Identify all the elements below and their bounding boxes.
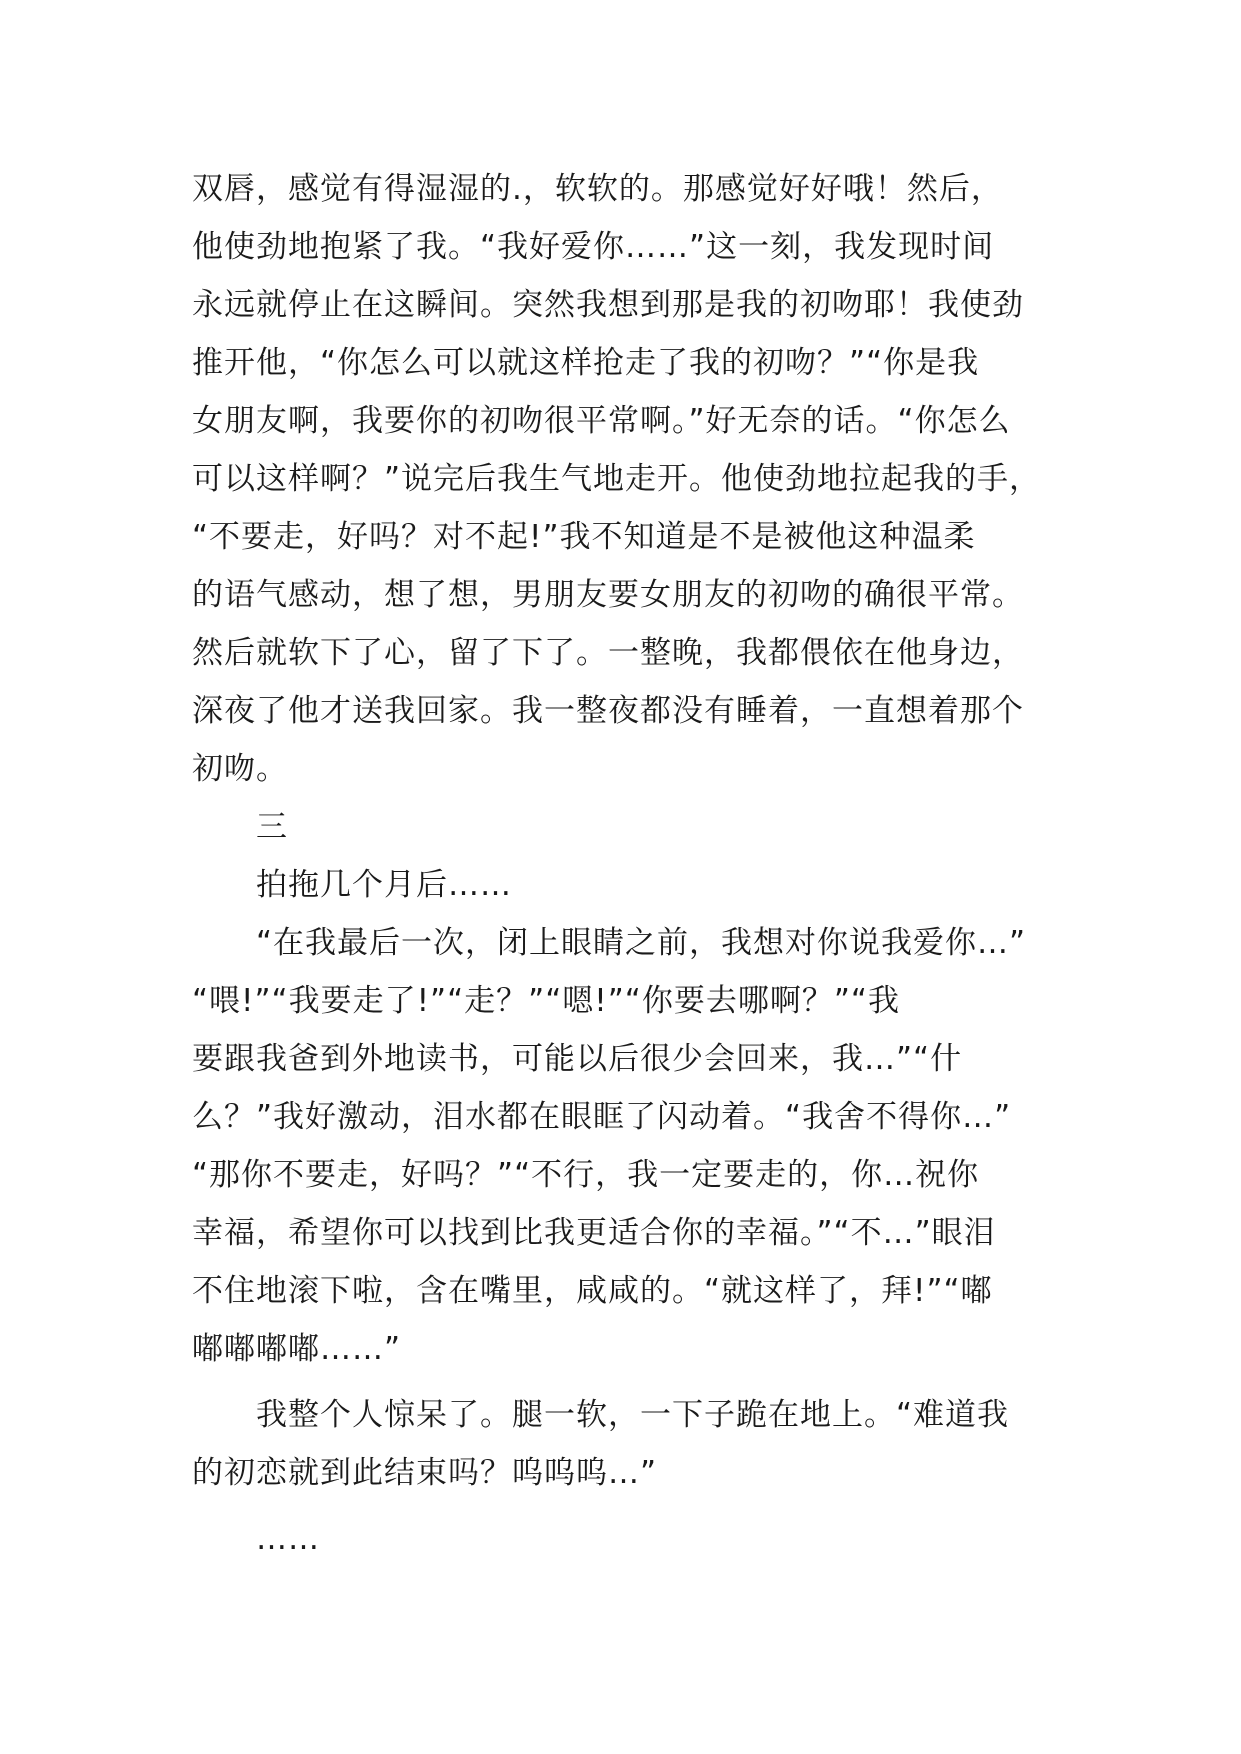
dialogue-line: 嘟嘟嘟嘟……”	[192, 1331, 402, 1367]
closing-line: 我整个人惊呆了。腿一软，一下子跪在地上。“难道我	[256, 1397, 1010, 1433]
ellipsis-line: ……	[256, 1521, 320, 1557]
dialogue-line: 么？”我好激动，泪水都在眼眶了闪动着。“我舍不得你…”	[192, 1099, 1012, 1135]
dialogue-line: 不住地滚下啦，含在嘴里，咸咸的。“就这样了，拜!”“嘟	[192, 1273, 993, 1309]
body-text	[192, 160, 1072, 1568]
text-line: 深夜了他才送我回家。我一整夜都没有睡着，一直想着那个	[192, 693, 1024, 729]
text-line: 女朋友啊，我要你的初吻很平常啊。”好无奈的话。“你怎么	[192, 403, 1011, 439]
text-line: 他使劲地抱紧了我。“我好爱你……”这一刻，我发现时间	[192, 229, 995, 265]
text-line: 永远就停止在这瞬间。突然我想到那是我的初吻耶！我使劲	[192, 287, 1024, 323]
text-line: 可以这样啊？”说完后我生气地走开。他使劲地拉起我的手，	[192, 461, 1042, 497]
text-line: 初吻。	[192, 751, 288, 787]
dialogue-line: “在我最后一次，闭上眼睛之前，我想对你说我爱你…”	[256, 925, 1027, 961]
dialogue-line: “喂!”“我要走了!”“走？”“嗯!”“你要去哪啊？”“我	[192, 983, 900, 1019]
text-line: 推开他，“你怎么可以就这样抢走了我的初吻？”“你是我	[192, 345, 980, 381]
subheading: 拍拖几个月后……	[256, 867, 512, 903]
text-line: 的语气感动，想了想，男朋友要女朋友的初吻的确很平常。	[192, 577, 1024, 613]
dialogue-line: 要跟我爸到外地读书，可能以后很少会回来，我…”“什	[192, 1041, 963, 1077]
closing-line: 的初恋就到此结束吗？呜呜呜…”	[192, 1455, 658, 1491]
text-line: 然后就软下了心，留了下了。一整晚，我都偎依在他身边，	[192, 635, 1024, 671]
text-line: “不要走，好吗？对不起!”我不知道是不是被他这种温柔	[192, 519, 976, 555]
dialogue-line: “那你不要走，好吗？”“不行，我一定要走的，你…祝你	[192, 1157, 980, 1193]
text-line: 双唇，感觉有得湿湿的.，软软的。那感觉好好哦！然后，	[192, 171, 1003, 207]
dialogue-line: 幸福，希望你可以找到比我更适合你的幸福。”“不…”眼泪	[192, 1215, 996, 1251]
section-number: 三	[256, 809, 288, 845]
